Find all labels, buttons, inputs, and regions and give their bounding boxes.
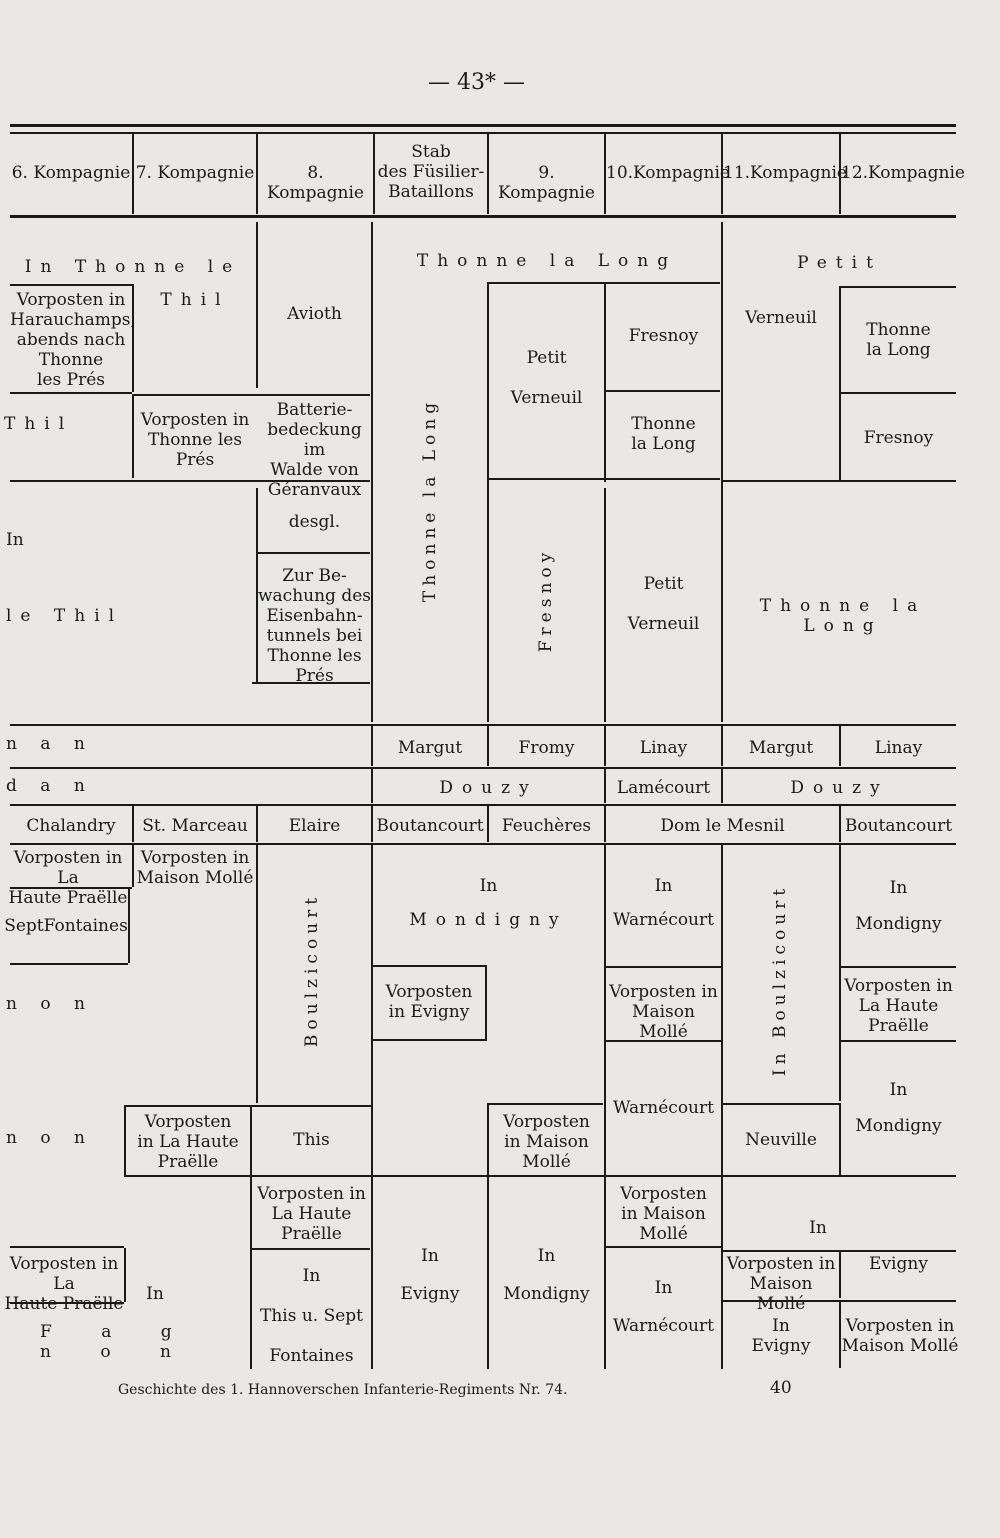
- location-label: Mondigny: [503, 1284, 590, 1304]
- duty-entry: desgl.: [288, 512, 341, 532]
- cell-line: [10, 284, 132, 286]
- location-label: Petit Verneuil: [627, 574, 700, 634]
- location-label: Thonne la Long: [416, 251, 678, 271]
- location-label: Petit: [797, 253, 882, 273]
- cell-line: [487, 1177, 489, 1369]
- column-header: Stab des Füsilier- Bataillons: [377, 142, 485, 202]
- cell-line: [489, 478, 720, 480]
- cell-line: [839, 286, 841, 480]
- duty-entry: In This u. Sept Fontaines: [259, 1266, 364, 1366]
- cell-line: [839, 1103, 841, 1175]
- location-label: Margut: [748, 738, 814, 758]
- location-label: In Thonne le: [24, 257, 242, 277]
- location-label: n o n: [6, 994, 94, 1014]
- duty-entry: Vorposten in Maison Mollé: [136, 848, 254, 888]
- location-label: Mondigny: [409, 910, 568, 930]
- cell-line: [371, 1177, 373, 1369]
- location-label: Evigny: [751, 1336, 811, 1356]
- location-label: Thonne la Long: [759, 596, 927, 636]
- location-label: Verneuil: [745, 308, 817, 328]
- location-label: Fresnoy: [628, 326, 699, 346]
- header-bottom-rule: [10, 215, 956, 218]
- location-label: Linay: [639, 738, 688, 758]
- column-header: 6. Kompagnie: [11, 163, 131, 183]
- column-header: 9. Kompagnie: [498, 163, 595, 203]
- duty-entry: Zur Be- wachung des Eisenbahn- tunnels bei Thonne les Prés: [258, 566, 372, 686]
- cell-line: [606, 1246, 721, 1248]
- location-label: F a g n o n: [40, 1322, 194, 1362]
- location-label: St. Marceau: [142, 816, 248, 836]
- location-label: Dom le Mesnil: [660, 816, 785, 836]
- footer-title: Geschichte des 1. Hannoverschen Infanterie-Regiments Nr. 74.: [118, 1382, 568, 1398]
- cell-line: [485, 965, 487, 1039]
- location-label-vertical: Thonne la Long: [420, 397, 440, 603]
- location-label: Feuchères: [501, 816, 592, 836]
- location-label: le Thil: [6, 606, 124, 626]
- duty-entry: Vorposten in Maison Mollé: [620, 1184, 707, 1244]
- location-label: Elaire: [288, 816, 341, 836]
- location-label: This: [293, 1130, 330, 1150]
- duty-entry: Vorposten in La Haute Praëlle: [4, 1254, 124, 1314]
- location-label-vertical: In Boulzicourt: [770, 883, 790, 1077]
- cell-line: [371, 222, 373, 722]
- location-label: Warnécourt: [613, 910, 714, 930]
- location-label: Thil: [160, 290, 230, 310]
- duty-entry: Vorposten in Maison Mollé: [503, 1112, 590, 1172]
- location-label-vertical: Boulzicourt: [302, 892, 322, 1048]
- column-header: 10.Kompagnie: [606, 163, 730, 183]
- cell-line: [606, 390, 720, 392]
- row-rule: [10, 843, 956, 845]
- location-label: SeptFontaines: [4, 916, 128, 936]
- location-label: In: [537, 1246, 556, 1266]
- duty-entry: Batterie- bedeckung im Walde von Géranvaux: [267, 400, 362, 500]
- location-label: Petit Verneuil: [510, 348, 583, 408]
- location-label-vertical: Fresnoy: [536, 547, 556, 653]
- duty-entry: Vorposten in La Haute Praëlle: [844, 976, 953, 1036]
- location-label: Avioth: [287, 304, 342, 324]
- cell-line: [606, 966, 721, 968]
- duty-entry: Vorposten in La Haute Praëlle: [8, 848, 128, 908]
- location-label: In: [146, 1284, 164, 1304]
- location-label: Boutancourt: [376, 816, 484, 836]
- cell-line: [721, 845, 723, 1175]
- cell-line: [258, 552, 370, 554]
- duty-entry: Vorposten in Thonne les Prés: [140, 410, 250, 470]
- cell-line: [723, 1103, 839, 1105]
- location-label: Fromy: [518, 738, 575, 758]
- duty-entry: Vorposten in Evigny: [385, 982, 473, 1022]
- location-label: In: [479, 876, 498, 896]
- location-label: Warnécourt: [613, 1316, 714, 1336]
- location-label: Warnécourt: [613, 1098, 714, 1118]
- duty-entry: Vorposten in La Haute Praëlle: [257, 1184, 366, 1244]
- location-label: Lamécourt: [616, 778, 711, 798]
- location-label: In: [889, 878, 908, 898]
- location-label: In: [6, 530, 24, 550]
- location-label: Mondigny: [855, 914, 942, 934]
- duty-entry: Vorposten in Maison Mollé: [841, 1316, 959, 1356]
- location-label: Fresnoy: [863, 428, 934, 448]
- duty-entry: Vorposten in Maison Mollé: [726, 1254, 836, 1314]
- cell-line: [841, 1040, 956, 1042]
- location-label: In: [772, 1316, 790, 1336]
- cell-line: [373, 1039, 487, 1041]
- page-number: — 43* —: [428, 70, 525, 95]
- column-header: 8. Kompagnie: [267, 163, 364, 203]
- column-header: 11.Kompagnie: [723, 163, 847, 183]
- location-label: In: [889, 1080, 908, 1100]
- row-rule: [124, 1175, 956, 1177]
- cell-line: [373, 965, 485, 967]
- sheet-number: 40: [770, 1378, 792, 1398]
- location-label: Evigny: [869, 1254, 928, 1274]
- cell-line: [487, 1103, 603, 1105]
- cell-line: [841, 966, 956, 968]
- location-label: In: [421, 1246, 439, 1266]
- location-label: n a n: [6, 734, 94, 754]
- column-header: 12.Kompagnie: [841, 163, 965, 183]
- column-header: 7. Kompagnie: [135, 163, 255, 183]
- location-label: d a n: [6, 776, 94, 796]
- duty-entry: Vorposten in Maison Mollé: [609, 982, 718, 1042]
- cell-line: [10, 392, 132, 394]
- cell-line: [10, 1246, 124, 1248]
- location-label: Linay: [874, 738, 923, 758]
- top-rule-2: [10, 132, 956, 134]
- cell-line: [839, 286, 956, 288]
- cell-line: [723, 480, 956, 482]
- location-label: Evigny: [400, 1284, 460, 1304]
- location-label: Thonne la Long: [631, 414, 696, 454]
- location-label: Chalandry: [26, 816, 116, 836]
- row-rule: [10, 804, 956, 806]
- location-label: In: [654, 1278, 673, 1298]
- location-label: Douzy: [439, 778, 538, 798]
- location-label: Thil: [4, 414, 74, 434]
- cell-line: [252, 1248, 370, 1250]
- location-label: Thonne la Long: [866, 320, 931, 360]
- cell-line: [124, 1105, 372, 1107]
- row-rule: [10, 767, 956, 769]
- cell-line: [10, 963, 128, 965]
- location-label: n o n: [6, 1128, 94, 1148]
- location-label: Margut: [397, 738, 463, 758]
- cell-line: [256, 845, 258, 1103]
- cell-line: [841, 392, 956, 394]
- top-rule: [10, 124, 956, 127]
- duty-entry: Vorposten in Harauchamps, abends nach Thonne les Prés: [10, 290, 136, 390]
- row-rule: [10, 724, 956, 726]
- location-label: Neuville: [745, 1130, 817, 1150]
- location-label: In: [654, 876, 673, 896]
- location-label: In: [809, 1218, 827, 1238]
- duty-entry: Vorposten in La Haute Praëlle: [137, 1112, 239, 1172]
- location-label: Mondigny: [855, 1116, 942, 1136]
- location-label: Boutancourt: [844, 816, 953, 836]
- location-label: Douzy: [790, 778, 889, 798]
- cell-line: [721, 222, 723, 722]
- cell-line: [134, 394, 370, 396]
